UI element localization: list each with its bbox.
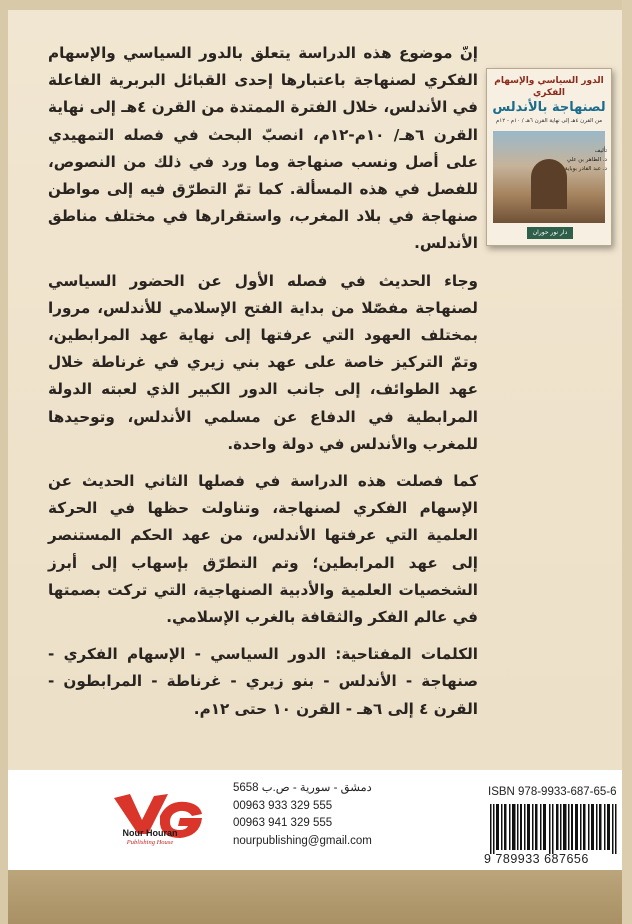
thumbnail-subtitle: من القرن ٤هـ إلى نهاية القرن ٦هـ / ١٠م - ١٢م — [495, 118, 603, 124]
thumbnail-title-area — [491, 75, 607, 129]
left-edge — [0, 0, 8, 924]
info-band — [8, 770, 622, 870]
paragraph-intro: إنّ موضوع هذه الدراسة يتعلق بالدور السياسي والإسهام الفكري لصنهاجة باعتبارها إحدى القبائل البربرية الفاعلة في الأندلس، خلال الفترة الممتدة من القرن ٤هـ إلى نهاية القرن ٦هـ/ ١٠م-١٢م، انصبّ البحث في فصله التمهيدي على أصل ونسب صنهاجة وما ورد في ذلك من النصوص، للفصل في هذه المسألة. كما تمّ التطرّق فيه إلى مواطن صنهاجة في بلاد المغرب، واستقرارها في مختلف مناطق الأندلس. — [48, 44, 478, 253]
thumbnail-title-top: الدور السياسي والإسهام الفكري — [494, 76, 604, 98]
publisher-email: nourpublishing@gmail.com — [233, 834, 372, 847]
thumbnail-publisher-badge: دار نور حوران — [527, 227, 573, 239]
publisher-logo-icon — [108, 790, 208, 856]
top-edge — [0, 0, 632, 10]
description-text-block — [48, 40, 478, 733]
publisher-logo-name: Nour Houran — [122, 828, 178, 838]
paragraph-chapter-one: وجاء الحديث في فصله الأول عن الحضور السياسي لصنهاجة مفصّلا من بداية الفتح الإسلامي للأندلس، مرورا بمختلف العهود التي عرفتها إلى نهاية عهد المرابطين، وتمّ التركيز خاصة على عهد بني زيري في غرناطة خلال عهد الطوائف، إلى جانب الدور الكبير الذي لعبته الدولة المرابطية في الدفاع عن مسلمي الأندلس، وتوحيدها للمغرب والأندلس في دولة واحدة. — [48, 271, 478, 453]
thumbnail-authors: تأليف د. الطاهر بن علي د. عبد القادر بوباية — [564, 148, 607, 172]
barcode-digits: 9 789933 687656 — [484, 852, 589, 866]
bottom-color-band — [8, 870, 622, 924]
publisher-phone-1: 00963 933 329 555 — [233, 799, 333, 812]
barcode-icon — [490, 804, 618, 854]
publisher-phone-2: 00963 941 329 555 — [233, 817, 333, 829]
thumbnail-title-main: لصنهاجة بالأندلس — [492, 100, 606, 115]
publisher-contact-details — [233, 780, 393, 850]
paragraph-chapter-two: كما فصلت هذه الدراسة في فصلها الثاني الحديث عن الإسهام الفكري لصنهاجة، وتناولت حظها في الحركة العلمية التي عرفتها الأندلس، من عهد الحكم المستنصر إلى عهد المرابطين؛ وتم التطرّق بإسهاب إلى أبرز الشخصيات العلمية والأدبية الصنهاجية، التي تركت بصمتها في عالم الفكر والثقافة بالغرب الإسلامي. — [48, 472, 478, 627]
front-cover-thumbnail — [486, 68, 612, 246]
publisher-address: دمشق - سورية - ص.ب 5658 — [233, 782, 372, 794]
isbn-label: ISBN 978-9933-687-65-6 — [488, 786, 617, 798]
right-edge — [622, 0, 632, 924]
keywords-paragraph: الكلمات المفتاحية: الدور السياسي - الإسهام الفكري - صنهاجة - الأندلس - بنو زيري - غرناطة - المرابطون - القرن ٤ إلى ٦هـ - القرن ١٠ حتى ١٢م. — [48, 645, 478, 718]
publisher-logo-subtitle: Publishing House — [126, 839, 174, 846]
